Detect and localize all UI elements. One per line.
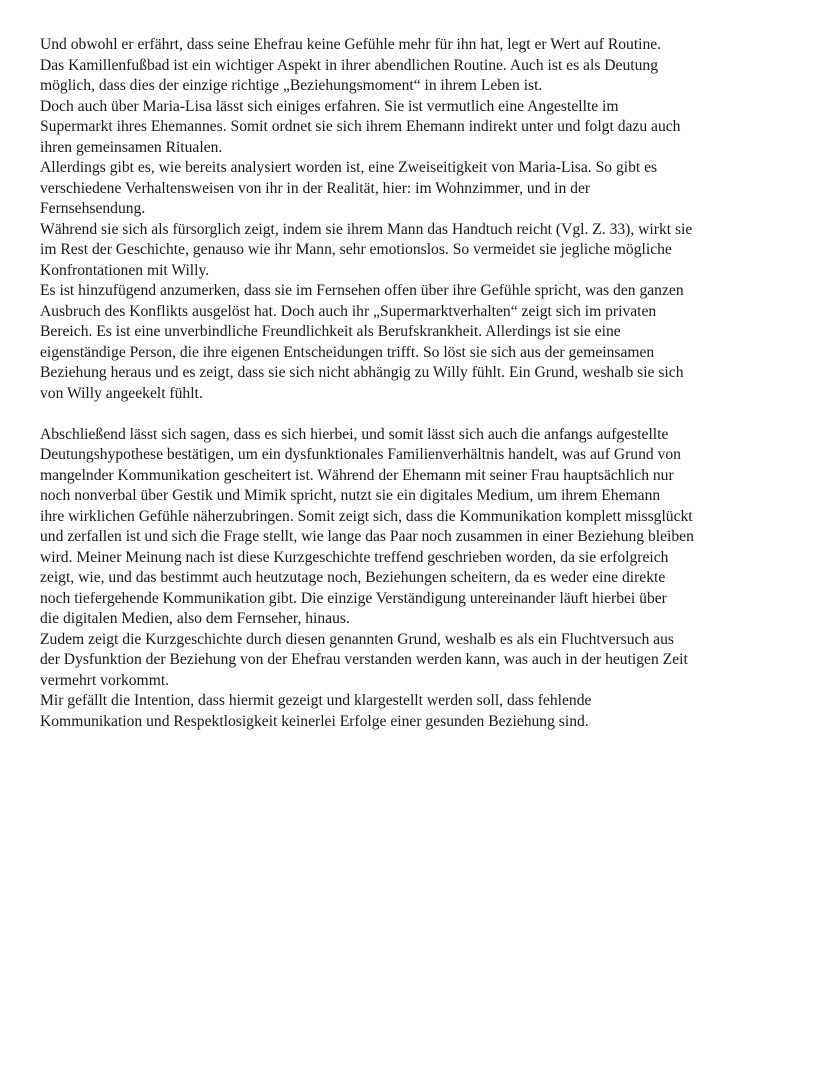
text-line: Doch auch über Maria-Lisa lässt sich einiges erfahren. Sie ist vermutlich eine Angestellte im [40, 97, 619, 115]
text-line: Bereich. Es ist eine unverbindliche Freundlichkeit als Berufskrankheit. Allerdings ist sie eine [40, 323, 621, 340]
text-line: Fernsehsendung. [40, 200, 146, 217]
paragraph [40, 35, 792, 97]
paragraph [40, 97, 792, 159]
text-line: Zudem zeigt die Kurzgeschichte durch diesen genannten Grund, weshalb es als ein Fluchtversuch aus [40, 630, 674, 648]
text-line: zeigt, wie, und das bestimmt auch heutzutage noch, Beziehungen scheitern, da es weder eine direkte [40, 569, 666, 586]
text-line: Allerdings gibt es, wie bereits analysiert worden ist, eine Zweiseitigkeit von Maria-Lisa. So gibt es [40, 159, 658, 176]
text-line: Beziehung heraus und es zeigt, dass sie sich nicht abhängig zu Willy fühlt. Ein Grund, weshalb sie sich [40, 364, 684, 381]
text-line: der Dysfunktion der Beziehung von der Ehefrau verstanden werden kann, was auch in der heutigen Zeit [40, 651, 688, 668]
paragraph [40, 630, 792, 692]
text-line: Abschließend lässt sich sagen, dass es sich hierbei, und somit lässt sich auch die anfangs aufgestellte [40, 425, 669, 443]
text-line: Das Kamillenfußbad ist ein wichtiger Aspekt in ihrer abendlichen Routine. Auch ist es als Deutung [40, 56, 658, 74]
paragraph [40, 158, 792, 220]
paragraph [40, 691, 792, 732]
text-line: Während sie sich als fürsorglich zeigt, indem sie ihrem Mann das Handtuch reicht (Vgl. Z. 33), wirkt sie [40, 220, 693, 238]
text-line: im Rest der Geschichte, genauso wie ihr Mann, sehr emotionslos. So vermeidet sie jegliche mögliche [40, 241, 672, 258]
text-line: mangelnder Kommunikation gescheitert ist. Während der Ehemann mit seiner Frau hauptsächlich nur [40, 466, 674, 484]
text-line: ihren gemeinsamen Ritualen. [40, 138, 223, 156]
text-line: noch tiefergehende Kommunikation gibt. Die einzige Verständigung untereinander läuft hierbei über [40, 589, 667, 607]
document-text [40, 35, 792, 732]
text-line: wird. Meiner Meinung nach ist diese Kurzgeschichte treffend geschrieben worden, da sie erfolgreich [40, 548, 669, 566]
paragraph-gap [40, 404, 792, 425]
text-line: Konfrontationen mit Willy. [40, 261, 210, 279]
text-line: Kommunikation und Respektlosigkeit keinerlei Erfolge einer gesunden Beziehung sind. [40, 712, 589, 730]
text-line: noch nonverbal über Gestik und Mimik spricht, nutzt sie ein digitales Medium, um ihrem Ehemann [40, 487, 661, 504]
paragraph [40, 425, 792, 630]
text-line: vermehrt vorkommt. [40, 671, 170, 689]
text-line: die digitalen Medien, also dem Fernseher, hinaus. [40, 610, 350, 627]
text-line: eigenständige Person, die ihre eigenen Entscheidungen trifft. So löst sie sich aus der gemeinsamen [40, 343, 655, 361]
text-line: Ausbruch des Konflikts ausgelöst hat. Doch auch ihr „Supermarktverhalten“ zeigt sich im privaten [40, 302, 657, 320]
text-line: verschiedene Verhaltensweisen von ihr in der Realität, hier: im Wohnzimmer, und in der [40, 179, 591, 197]
paragraph [40, 281, 792, 404]
text-line: Es ist hinzufügend anzumerken, dass sie im Fernsehen offen über ihre Gefühle spricht, was den ganzen [40, 282, 684, 299]
text-line: ihre wirklichen Gefühle näherzubringen. Somit zeigt sich, dass die Kommunikation komplett missglückt [40, 507, 693, 525]
text-line: möglich, dass dies der einzige richtige „Beziehungsmoment“ in ihrem Leben ist. [40, 77, 543, 94]
text-line: Mir gefällt die Intention, dass hiermit gezeigt und klargestellt werden soll, dass fehlende [40, 692, 592, 709]
text-line: Supermarkt ihres Ehemannes. Somit ordnet sie sich ihrem Ehemann indirekt unter und folgt dazu auch [40, 118, 681, 135]
text-line: Deutungshypothese bestätigen, um ein dysfunktionales Familienverhältnis handelt, was auf Grund von [40, 446, 681, 463]
paragraph [40, 220, 792, 282]
text-line: und zerfallen ist und sich die Frage stellt, wie lange das Paar noch zusammen in einer Beziehung bleiben [40, 528, 694, 545]
document-page [40, 35, 792, 732]
text-line: Und obwohl er erfährt, dass seine Ehefrau keine Gefühle mehr für ihn hat, legt er Wert auf Routine. [40, 36, 662, 53]
text-line: von Willy angeekelt fühlt. [40, 384, 203, 402]
